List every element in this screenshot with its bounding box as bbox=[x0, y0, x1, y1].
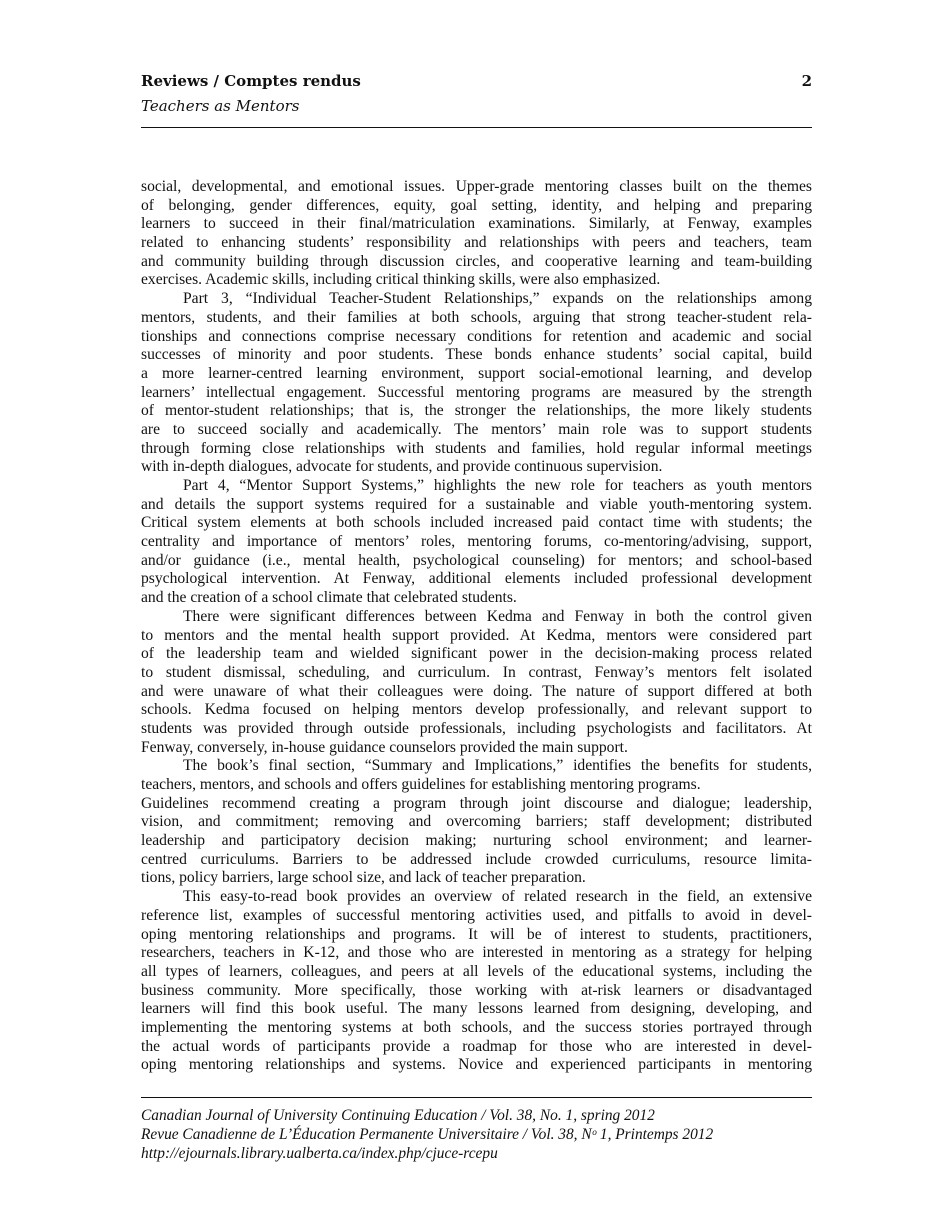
body-line: of belonging, gender differences, equity, goal setting, identity, and helping and preparing bbox=[141, 196, 812, 214]
body-line: are to succeed socially and academically. The mentors’ main role was to support students bbox=[141, 420, 812, 438]
body-line: vision, and commitment; removing and overcoming barriers; staff development; distributed bbox=[141, 813, 812, 831]
body-line: schools. Kedma focused on helping mentors develop professionally, and relevant support to bbox=[141, 701, 812, 719]
body-line: all types of learners, colleagues, and peers at all levels of the educational systems, including the bbox=[141, 962, 812, 980]
body-line: This easy-to-read book provides an overview of related research in the field, an extensive bbox=[183, 888, 812, 906]
body-line: students was provided through outside professionals, including psychologists and facilitators. At bbox=[141, 719, 812, 737]
body-line: the actual words of participants provide a roadmap for those who are interested in devel- bbox=[141, 1037, 812, 1055]
body-line: reference list, examples of successful mentoring activities used, and pitfalls to avoid in devel- bbox=[141, 906, 812, 924]
header-divider bbox=[141, 127, 812, 128]
running-header bbox=[141, 70, 812, 116]
body-line: a more learner-centred learning environment, support social-emotional learning, and develop bbox=[141, 364, 812, 382]
review-title: Teachers as Mentors bbox=[141, 97, 300, 115]
review-body bbox=[141, 178, 812, 1075]
body-line: and were unaware of what their colleagues were doing. The nature of support differed at both bbox=[141, 682, 812, 700]
body-line: psychological intervention. At Fenway, additional elements included professional development bbox=[141, 570, 812, 588]
body-line: learners’ intellectual engagement. Successful mentoring programs are measured by the strength bbox=[141, 383, 812, 401]
body-line: and/or guidance (i.e., mental health, psychological counseling) for mentors; and school-based bbox=[141, 551, 812, 569]
section-title: Reviews / Comptes rendus bbox=[141, 72, 361, 90]
body-line: and details the support systems required for a sustainable and viable youth-mentoring system. bbox=[141, 495, 812, 513]
body-line: business community. More specifically, those working with at-risk learners or disadvantaged bbox=[141, 981, 812, 999]
body-line: Fenway, conversely, in-house guidance counselors provided the main support. bbox=[141, 738, 628, 756]
body-line: tions, policy barriers, large school size, and lack of teacher preparation. bbox=[141, 869, 586, 887]
body-line: oping mentoring relationships and programs. It will be of interest to students, practitioners, bbox=[141, 925, 812, 943]
body-line: learners will find this book useful. The many lessons learned from designing, developing, and bbox=[141, 1000, 812, 1018]
body-line: There were significant differences between Kedma and Fenway in both the control given bbox=[183, 607, 812, 625]
body-line: exercises. Academic skills, including critical thinking skills, were also emphasized. bbox=[141, 271, 661, 289]
body-line: implementing the mentoring systems at both schools, and the success stories portrayed through bbox=[141, 1018, 812, 1036]
body-line: Guidelines recommend creating a program through joint discourse and dialogue; leadership, bbox=[141, 794, 812, 812]
body-line: centrality and importance of mentors’ roles, mentoring forums, co-mentoring/advising, support, bbox=[141, 533, 812, 551]
body-line: centred curriculums. Barriers to be addressed include crowded curriculums, resource limita- bbox=[141, 850, 812, 868]
body-line: Part 4, “Mentor Support Systems,” highlights the new role for teachers as youth mentors bbox=[183, 477, 812, 494]
body-line: teachers, mentors, and schools and offers guidelines for establishing mentoring programs. bbox=[141, 776, 701, 793]
body-line: The book’s final section, “Summary and Implications,” identifies the benefits for students, bbox=[183, 757, 812, 775]
body-line: tionships and connections comprise necessary conditions for retention and academic and social bbox=[141, 327, 812, 345]
body-line: mentors, students, and their families at both schools, arguing that strong teacher-student rela- bbox=[141, 308, 812, 326]
body-line: learners to succeed in their final/matriculation examinations. Similarly, at Fenway, examples bbox=[141, 215, 812, 233]
body-line: through forming close relationships with students and families, hold regular informal meetings bbox=[141, 439, 812, 457]
header-row bbox=[141, 70, 812, 92]
body-line: researchers, teachers in K-12, and those who are interested in mentoring as a strategy for helping bbox=[141, 944, 812, 962]
body-line: to mentors and the mental health support provided. At Kedma, mentors were considered part bbox=[141, 626, 812, 644]
body-line: and community building through discussion circles, and cooperative learning and team-building bbox=[141, 252, 812, 270]
body-line: successes of minority and poor students. These bonds enhance students’ social capital, build bbox=[141, 346, 812, 364]
journal-footer bbox=[141, 1106, 812, 1163]
body-line: Critical system elements at both schools included increased paid contact time with students; the bbox=[141, 514, 812, 532]
body-line: of mentor-student relationships; that is, the stronger the relationships, the more likely students bbox=[141, 402, 812, 420]
body-line: related to enhancing students’ responsibility and relationships with peers and teachers, team bbox=[141, 234, 812, 252]
body-line: of the leadership team and wielded significant power in the decision-making process related bbox=[141, 645, 812, 663]
footer-divider bbox=[141, 1097, 812, 1098]
page-number: 2 bbox=[801, 72, 812, 90]
body-line: Part 3, “Individual Teacher-Student Relationships,” expands on the relationships among bbox=[183, 290, 812, 308]
body-line: to student dismissal, scheduling, and curriculum. In contrast, Fenway’s mentors felt isolated bbox=[141, 663, 812, 681]
body-line: and the creation of a school climate that celebrated students. bbox=[141, 589, 517, 607]
footer-url: http://ejournals.library.ualberta.ca/index.php/cjuce-rcepu bbox=[141, 1145, 498, 1162]
body-line: social, developmental, and emotional issues. Upper-grade mentoring classes built on the themes bbox=[141, 178, 812, 195]
body-line: with in-depth dialogues, advocate for students, and provide continuous supervision. bbox=[141, 458, 663, 476]
footer-citation-french: Revue Canadienne de L’Éducation Permanente Universitaire / Vol. 38, Nᵒ 1, Printemps 2012 bbox=[141, 1126, 714, 1143]
footer-citation-english: Canadian Journal of University Continuing Education / Vol. 38, No. 1, spring 2012 bbox=[141, 1107, 655, 1124]
body-line: oping mentoring relationships and systems. Novice and experienced participants in mentoring bbox=[141, 1056, 812, 1074]
body-line: leadership and participatory decision making; nurturing school environment; and learner- bbox=[141, 832, 812, 850]
